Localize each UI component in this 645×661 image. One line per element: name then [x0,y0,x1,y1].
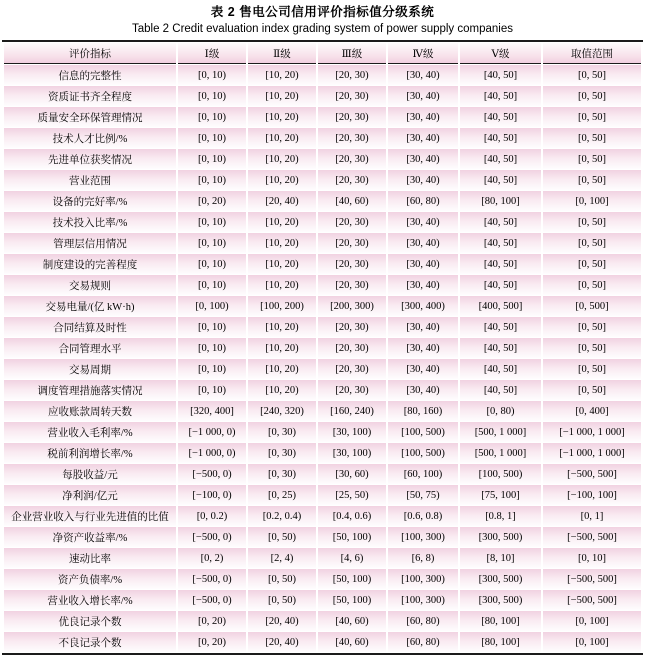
level-cell: [25, 50) [318,485,386,505]
indicator-cell: 应收账款周转天数 [4,401,176,421]
page-title-zh: 表 2 售电公司信用评价指标值分级系统 [210,5,435,19]
level-cell: [0, 50) [248,590,316,610]
level-cell: [0, 30) [248,464,316,484]
level-cell: [0.8, 1] [460,506,541,526]
range-cell: [0, 50] [543,65,641,85]
range-cell: [0, 50] [543,380,641,400]
range-cell: [0, 50] [543,317,641,337]
level-cell: [300, 400) [388,296,458,316]
header-row [4,43,641,64]
level-cell: [10, 20) [248,275,316,295]
indicator-cell: 税前利润增长率/% [4,443,176,463]
range-cell: [0, 50] [543,86,641,106]
level-cell: [100, 500) [388,422,458,442]
level-cell: [50, 75) [388,485,458,505]
table-row [4,149,641,169]
level-cell: [160, 240) [318,401,386,421]
level-cell: [30, 40) [388,212,458,232]
range-cell: [0, 500] [543,296,641,316]
range-cell: [0, 50] [543,275,641,295]
level-cell: [−500, 0) [178,527,246,547]
column-header: Ⅱ级 [248,43,316,64]
indicator-cell: 交易电量/(亿 kW·h) [4,296,176,316]
level-cell: [20, 30) [318,149,386,169]
table-row [4,86,641,106]
level-cell: [−500, 0) [178,569,246,589]
table-row [4,401,641,421]
level-cell: [20, 30) [318,128,386,148]
level-cell: [0, 10) [178,212,246,232]
table-body [4,65,641,652]
indicator-cell: 调度管理措施落实情况 [4,380,176,400]
level-cell: [500, 1 000] [460,422,541,442]
table-row [4,254,641,274]
table-row [4,527,641,547]
level-cell: [40, 50] [460,233,541,253]
indicator-cell: 技术人才比例/% [4,128,176,148]
level-cell: [20, 30) [318,212,386,232]
table-row [4,506,641,526]
level-cell: [30, 40) [388,86,458,106]
indicator-cell: 资质证书齐全程度 [4,86,176,106]
range-cell: [0, 50] [543,359,641,379]
level-cell: [300, 500) [460,527,541,547]
level-cell: [0, 30) [248,443,316,463]
indicator-cell: 质量安全环保管理情况 [4,107,176,127]
level-cell: [100, 500) [460,464,541,484]
level-cell: [50, 100) [318,590,386,610]
level-cell: [40, 50] [460,170,541,190]
level-cell: [100, 200) [248,296,316,316]
level-cell: [20, 30) [318,233,386,253]
level-cell: [30, 40) [388,338,458,358]
level-cell: [−1 000, 0) [178,443,246,463]
level-cell: [0, 10) [178,86,246,106]
table-row [4,338,641,358]
level-cell: [0, 10) [178,254,246,274]
level-cell: [30, 40) [388,149,458,169]
level-cell: [0, 100) [178,296,246,316]
range-cell: [−100, 100] [543,485,641,505]
range-cell: [0, 50] [543,128,641,148]
grading-table [2,42,643,653]
grading-table-wrapper [2,40,643,655]
indicator-cell: 交易周期 [4,359,176,379]
level-cell: [50, 100) [318,569,386,589]
range-cell: [0, 50] [543,212,641,232]
range-cell: [0, 50] [543,233,641,253]
range-cell: [0, 100] [543,632,641,652]
level-cell: [40, 50] [460,149,541,169]
level-cell: [0, 20) [178,632,246,652]
level-cell: [10, 20) [248,128,316,148]
level-cell: [10, 20) [248,86,316,106]
level-cell: [60, 80) [388,632,458,652]
level-cell: [0, 20) [178,191,246,211]
level-cell: [0.6, 0.8) [388,506,458,526]
range-cell: [0, 100] [543,191,641,211]
level-cell: [30, 40) [388,359,458,379]
indicator-cell: 不良记录个数 [4,632,176,652]
level-cell: [30, 40) [388,317,458,337]
level-cell: [−1 000, 0) [178,422,246,442]
level-cell: [20, 30) [318,86,386,106]
level-cell: [10, 20) [248,254,316,274]
range-cell: [0, 50] [543,107,641,127]
level-cell: [40, 50] [460,380,541,400]
level-cell: [10, 20) [248,107,316,127]
level-cell: [0.4, 0.6) [318,506,386,526]
range-cell: [−500, 500] [543,590,641,610]
level-cell: [−500, 0) [178,590,246,610]
level-cell: [40, 50] [460,107,541,127]
range-cell: [0, 100] [543,611,641,631]
table-row [4,107,641,127]
level-cell: [20, 30) [318,254,386,274]
level-cell: [10, 20) [248,338,316,358]
level-cell: [20, 30) [318,359,386,379]
level-cell: [30, 40) [388,275,458,295]
level-cell: [10, 20) [248,65,316,85]
table-row [4,548,641,568]
level-cell: [200, 300) [318,296,386,316]
table-row [4,485,641,505]
level-cell: [0, 20) [178,611,246,631]
level-cell: [100, 500) [388,443,458,463]
level-cell: [30, 40) [388,254,458,274]
indicator-cell: 合同管理水平 [4,338,176,358]
level-cell: [20, 40) [248,632,316,652]
level-cell: [40, 50] [460,128,541,148]
level-cell: [10, 20) [248,317,316,337]
level-cell: [20, 30) [318,338,386,358]
table-row [4,317,641,337]
range-cell: [0, 50] [543,254,641,274]
level-cell: [100, 300) [388,569,458,589]
level-cell: [30, 40) [388,128,458,148]
range-cell: [−500, 500] [543,569,641,589]
table-row [4,359,641,379]
level-cell: [10, 20) [248,212,316,232]
level-cell: [0, 30) [248,422,316,442]
range-cell: [0, 400] [543,401,641,421]
level-cell: [30, 100) [318,443,386,463]
level-cell: [60, 80) [388,191,458,211]
level-cell: [20, 40) [248,611,316,631]
table-row [4,569,641,589]
indicator-cell: 合同结算及时性 [4,317,176,337]
level-cell: [30, 40) [388,107,458,127]
level-cell: [50, 100) [318,527,386,547]
level-cell: [6, 8) [388,548,458,568]
indicator-cell: 制度建设的完善程度 [4,254,176,274]
level-cell: [10, 20) [248,149,316,169]
column-header: Ⅳ级 [388,43,458,64]
level-cell: [40, 50] [460,65,541,85]
level-cell: [0, 0.2) [178,506,246,526]
level-cell: [20, 30) [318,170,386,190]
level-cell: [0, 10) [178,380,246,400]
table-row [4,380,641,400]
level-cell: [20, 30) [318,317,386,337]
level-cell: [10, 20) [248,380,316,400]
range-cell: [−500, 500] [543,527,641,547]
range-cell: [0, 50] [543,170,641,190]
table-row [4,170,641,190]
table-row [4,296,641,316]
indicator-cell: 资产负债率/% [4,569,176,589]
level-cell: [80, 100] [460,611,541,631]
level-cell: [30, 40) [388,170,458,190]
level-cell: [0, 10) [178,65,246,85]
level-cell: [40, 60) [318,191,386,211]
level-cell: [60, 80) [388,611,458,631]
indicator-cell: 营业收入增长率/% [4,590,176,610]
indicator-cell: 净资产收益率/% [4,527,176,547]
table-row [4,191,641,211]
indicator-cell: 速动比率 [4,548,176,568]
indicator-cell: 营业收入毛利率/% [4,422,176,442]
level-cell: [0, 2) [178,548,246,568]
level-cell: [0, 10) [178,359,246,379]
indicator-cell: 优良记录个数 [4,611,176,631]
level-cell: [4, 6) [318,548,386,568]
indicator-cell: 先进单位获奖情况 [4,149,176,169]
level-cell: [2, 4) [248,548,316,568]
level-cell: [80, 160) [388,401,458,421]
range-cell: [−1 000, 1 000] [543,422,641,442]
level-cell: [30, 40) [388,380,458,400]
level-cell: [0, 10) [178,275,246,295]
level-cell: [30, 60) [318,464,386,484]
level-cell: [0, 50) [248,527,316,547]
range-cell: [0, 50] [543,338,641,358]
level-cell: [10, 20) [248,359,316,379]
indicator-cell: 净利润/亿元 [4,485,176,505]
level-cell: [300, 500) [460,569,541,589]
table-row [4,590,641,610]
level-cell: [0, 80) [460,401,541,421]
level-cell: [0, 10) [178,149,246,169]
table-row [4,632,641,652]
level-cell: [80, 100] [460,632,541,652]
level-cell: [0, 10) [178,128,246,148]
level-cell: [0, 10) [178,338,246,358]
level-cell: [100, 300) [388,590,458,610]
table-row [4,233,641,253]
level-cell: [40, 50] [460,275,541,295]
level-cell: [30, 100) [318,422,386,442]
level-cell: [0, 10) [178,107,246,127]
level-cell: [0, 10) [178,317,246,337]
level-cell: [40, 60) [318,632,386,652]
table-row [4,275,641,295]
indicator-cell: 管理层信用情况 [4,233,176,253]
level-cell: [0, 25) [248,485,316,505]
level-cell: [75, 100] [460,485,541,505]
level-cell: [40, 50] [460,359,541,379]
column-header: 取值范围 [543,43,641,64]
level-cell: [10, 20) [248,233,316,253]
table-row [4,464,641,484]
level-cell: [60, 100) [388,464,458,484]
level-cell: [20, 30) [318,65,386,85]
level-cell: [8, 10] [460,548,541,568]
level-cell: [20, 40) [248,191,316,211]
indicator-cell: 企业营业收入与行业先进值的比值 [4,506,176,526]
level-cell: [30, 40) [388,233,458,253]
indicator-cell: 信息的完整性 [4,65,176,85]
level-cell: [320, 400] [178,401,246,421]
level-cell: [40, 50] [460,338,541,358]
range-cell: [−1 000, 1 000] [543,443,641,463]
table-row [4,212,641,232]
level-cell: [100, 300) [388,527,458,547]
column-header: Ⅰ级 [178,43,246,64]
level-cell: [−100, 0) [178,485,246,505]
column-header: Ⅴ级 [460,43,541,64]
table-row [4,422,641,442]
level-cell: [10, 20) [248,170,316,190]
level-cell: [240, 320) [248,401,316,421]
level-cell: [300, 500) [460,590,541,610]
page-title-en: Table 2 Credit evaluation index grading system of power supply companies [132,23,513,35]
indicator-cell: 技术投入比率/% [4,212,176,232]
level-cell: [40, 50] [460,254,541,274]
level-cell: [20, 30) [318,275,386,295]
level-cell: [40, 50] [460,86,541,106]
level-cell: [500, 1 000] [460,443,541,463]
level-cell: [20, 30) [318,380,386,400]
table-row [4,65,641,85]
range-cell: [0, 1] [543,506,641,526]
level-cell: [0, 50) [248,569,316,589]
indicator-cell: 每股收益/元 [4,464,176,484]
range-cell: [−500, 500] [543,464,641,484]
indicator-cell: 设备的完好率/% [4,191,176,211]
range-cell: [0, 50] [543,149,641,169]
column-header: Ⅲ级 [318,43,386,64]
level-cell: [40, 60) [318,611,386,631]
indicator-cell: 交易规则 [4,275,176,295]
level-cell: [0, 10) [178,233,246,253]
range-cell: [0, 10] [543,548,641,568]
indicator-cell: 营业范围 [4,170,176,190]
level-cell: [400, 500] [460,296,541,316]
level-cell: [0, 10) [178,170,246,190]
level-cell: [80, 100] [460,191,541,211]
table-row [4,128,641,148]
level-cell: [−500, 0) [178,464,246,484]
level-cell: [20, 30) [318,107,386,127]
table-row [4,443,641,463]
level-cell: [40, 50] [460,317,541,337]
level-cell: [40, 50] [460,212,541,232]
column-header: 评价指标 [4,43,176,64]
level-cell: [0.2, 0.4) [248,506,316,526]
table-row [4,611,641,631]
level-cell: [30, 40) [388,65,458,85]
